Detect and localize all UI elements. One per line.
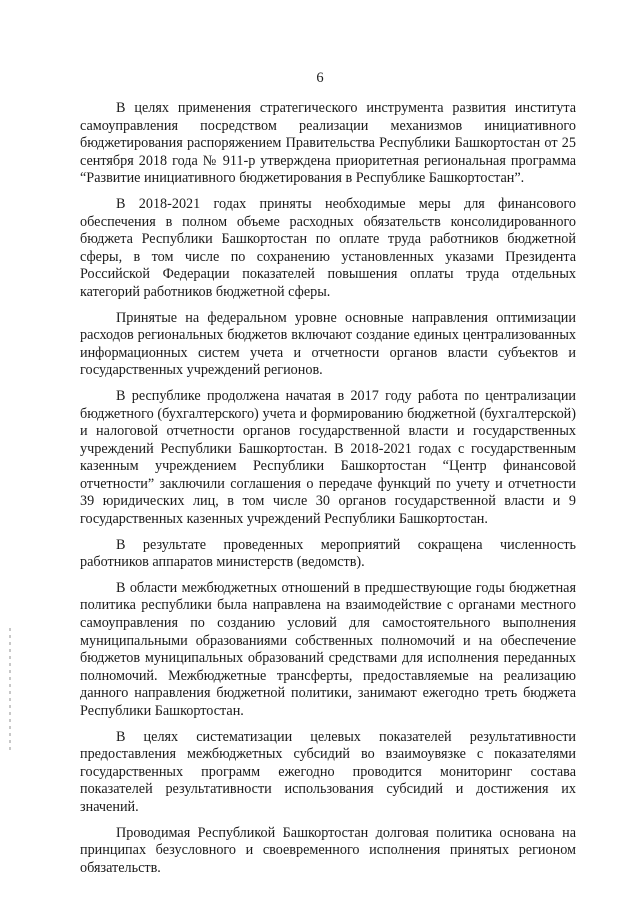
paragraph-debt-policy: Проводимая Республикой Башкортостан долговая политика основана на принципах безусловного и своевременного исполнения принятых регионом обязательств. xyxy=(80,824,576,876)
page-number: 6 xyxy=(316,70,324,86)
document-body xyxy=(80,100,576,885)
paragraph-centralized-accounting: В республике продолжена начатая в 2017 году работа по централизации бюджетного (бухгалтерского) учета и формированию бюджетной (бухгалтерской) и налоговой отчетности органов государственной власти и государственных учреждений Республики Башкортостан. В 2018-2021 годах с государственным казенным учреждением Республики Башкортостан “Центр финансовой отчетности” заключили соглашения о передаче функций по учету и отчетности 39 юридических лиц, в том числе 30 органов государственной власти и 9 государственных казенных учреждений Республики Башкортостан. xyxy=(80,387,576,528)
paragraph-subsidy-indicators: В целях систематизации целевых показателей результативности предоставления межбюджетных субсидий во взаимоувязке с показателями государственных программ ежегодно проводится мониторинг состава показателей результативности использования субсидий и достижения их значений. xyxy=(80,728,576,815)
scan-margin-mark xyxy=(9,628,11,753)
paragraph-optimization-directions: Принятые на федеральном уровне основные направления оптимизации расходов региональных бюджетов включают создание единых централизованных информационных систем учета и отчетности органов власти субъектов и государственных учреждений регионов. xyxy=(80,309,576,379)
paragraph-staff-reduction: В результате проведенных мероприятий сокращена численность работников аппаратов министерств (ведомств). xyxy=(80,536,576,571)
paragraph-salary-obligations: В 2018-2021 годах приняты необходимые меры для финансового обеспечения в полном объеме расходных обязательств консолидированного бюджета Республики Башкортостан по оплате труда работников бюджетной сферы, в том числе по сохранению установленных указами Президента Российской Федерации показателей повышения оплаты труда отдельных категорий работников бюджетной сферы. xyxy=(80,195,576,300)
paragraph-initiative-budgeting: В целях применения стратегического инструмента развития института самоуправления посредством реализации механизмов инициативного бюджетирования распоряжением Правительства Республики Башкортостан от 25 сентября 2018 года № 911-р утверждена приоритетная региональная программа “Развитие инициативного бюджетирования в Республике Башкортостан”. xyxy=(80,100,576,187)
paragraph-interbudget-relations: В области межбюджетных отношений в предшествующие годы бюджетная политика республики была направлена на взаимодействие с органами местного самоуправления по созданию условий для самостоятельного выполнения муниципальными образованиями собственных полномочий и на обеспечение бюджетов муниципальных образований средствами для исполнения переданных полномочий. Межбюджетные трансферты, предоставляемые на реализацию данного направления бюджетной политики, занимают ежегодно треть бюджета Республики Башкортостан. xyxy=(80,579,576,719)
